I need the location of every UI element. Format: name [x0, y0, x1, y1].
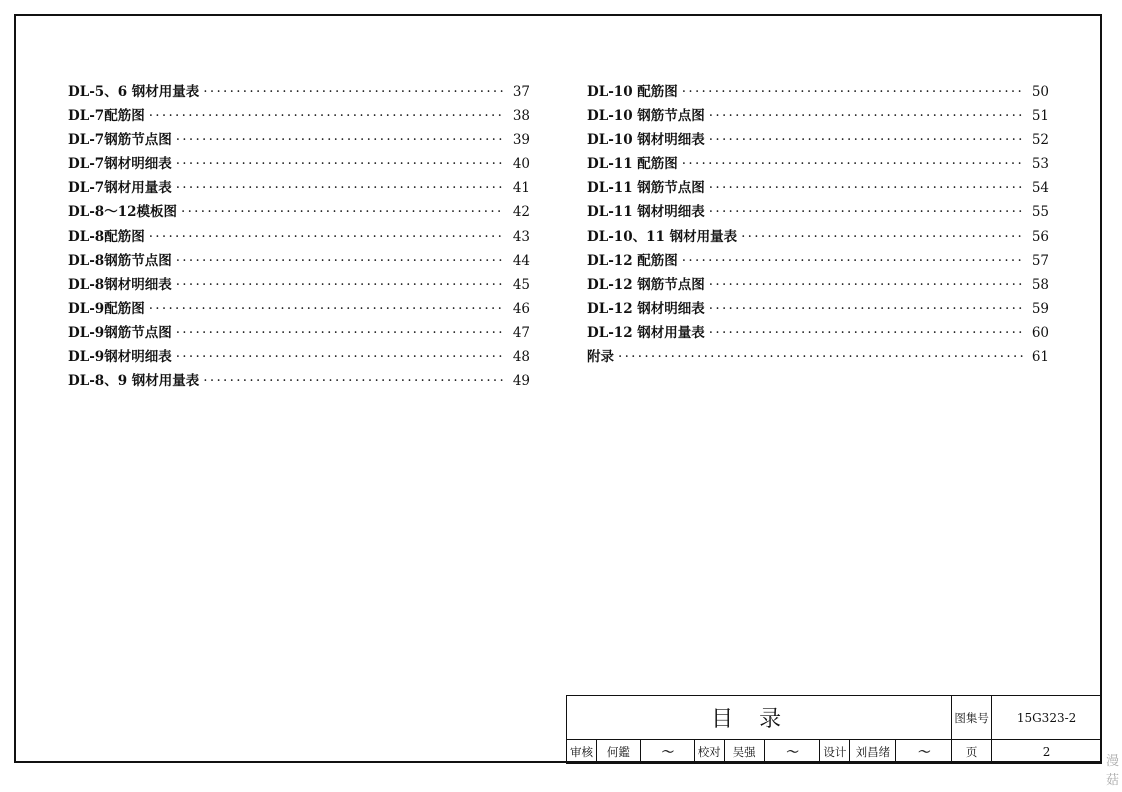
toc-entry-title: DL-7钢筋节点图 [68, 132, 172, 149]
check-label: 校对 [694, 740, 724, 764]
toc-dot-leader [149, 225, 504, 249]
toc-dot-leader [709, 297, 1023, 321]
toc-entry-title: DL-10 配筋图 [587, 84, 678, 100]
toc-dot-leader [709, 273, 1023, 297]
toc-entry-page: 55 [1031, 204, 1049, 221]
toc-entry-page: 39 [512, 132, 530, 149]
toc-entry[interactable] [68, 176, 530, 200]
toc-entry-title: DL-5、6 钢材用量表 [68, 84, 200, 100]
toc-dot-leader [682, 152, 1023, 176]
toc-dot-leader [618, 345, 1023, 369]
toc-entry[interactable] [587, 225, 1049, 249]
toc-entry-page: 54 [1031, 180, 1049, 197]
toc-entry-page: 42 [512, 204, 530, 221]
toc-entry-page: 53 [1031, 156, 1049, 173]
toc-entry[interactable] [587, 345, 1049, 369]
toc-entry[interactable] [587, 80, 1049, 104]
toc-entry-title: DL-12 钢材明细表 [587, 300, 705, 317]
toc-entry-page: 44 [512, 252, 530, 269]
toc-entry[interactable] [587, 249, 1049, 273]
toc-dot-leader [203, 80, 504, 104]
toc-entry[interactable] [587, 176, 1049, 200]
toc-entry-page: 50 [1031, 84, 1049, 100]
toc-right-column [587, 80, 1049, 369]
toc-entry-title: 附录 [587, 349, 614, 366]
checker-name: 吴强 [724, 740, 764, 764]
watermark-text: 漫菇 [1106, 754, 1120, 788]
toc-entry-title: DL-11 钢筋节点图 [587, 180, 705, 197]
toc-entry-title: DL-9配筋图 [68, 300, 145, 317]
toc-dot-leader [176, 152, 504, 176]
toc-entry-page: 60 [1031, 324, 1049, 341]
toc-dot-leader [709, 176, 1023, 200]
toc-entry-title: DL-10、11 钢材用量表 [587, 228, 738, 245]
toc-dot-leader [709, 128, 1023, 152]
toc-entry-page: 40 [512, 156, 530, 173]
toc-entry[interactable] [68, 152, 530, 176]
toc-entry-page: 61 [1031, 349, 1049, 366]
atlas-number-label: 图集号 [952, 696, 992, 740]
toc-entry-title: DL-8配筋图 [68, 228, 145, 245]
toc-entry-page: 47 [512, 324, 530, 341]
design-label: 设计 [820, 740, 850, 764]
page-label: 页 [952, 740, 992, 764]
title-block [566, 695, 1102, 764]
toc-entry-page: 43 [512, 228, 530, 245]
toc-entry[interactable] [587, 152, 1049, 176]
toc-entry[interactable] [68, 200, 530, 224]
toc-entry-title: DL-8～12模板图 [68, 204, 177, 221]
toc-entry[interactable] [587, 104, 1049, 128]
toc-entry-title: DL-12 钢材用量表 [587, 324, 705, 341]
toc-dot-leader [709, 200, 1023, 224]
toc-dot-leader [203, 369, 504, 393]
reviewer-signature: 〜 [640, 740, 694, 764]
toc-entry[interactable] [587, 200, 1049, 224]
toc-entry-page: 38 [512, 108, 530, 125]
toc-entry-page: 37 [512, 84, 530, 100]
toc-entry-title: DL-7钢材明细表 [68, 156, 172, 173]
toc-entry-page: 51 [1031, 108, 1049, 125]
toc-entry-page: 59 [1031, 300, 1049, 317]
toc-entry[interactable] [68, 225, 530, 249]
atlas-number: 15G323-2 [992, 696, 1102, 740]
toc-entry-title: DL-7钢材用量表 [68, 180, 172, 197]
toc-entry-page: 58 [1031, 276, 1049, 293]
toc-entry[interactable] [587, 297, 1049, 321]
toc-entry[interactable] [68, 321, 530, 345]
toc-dot-leader [682, 249, 1023, 273]
toc-entry-page: 45 [512, 276, 530, 293]
toc-dot-leader [181, 200, 504, 224]
toc-entry[interactable] [587, 128, 1049, 152]
toc-left-column [68, 80, 530, 393]
toc-entry[interactable] [68, 369, 530, 393]
toc-entry[interactable] [587, 321, 1049, 345]
designer-name: 刘昌绪 [850, 740, 896, 764]
toc-entry-title: DL-12 钢筋节点图 [587, 276, 705, 293]
toc-entry[interactable] [587, 273, 1049, 297]
toc-dot-leader [682, 80, 1023, 104]
toc-entry[interactable] [68, 297, 530, 321]
toc-entry-title: DL-9钢筋节点图 [68, 324, 172, 341]
toc-entry[interactable] [68, 104, 530, 128]
toc-entry-title: DL-10 钢材明细表 [587, 132, 705, 149]
toc-entry-page: 57 [1031, 252, 1049, 269]
page-title: 目录 [567, 696, 952, 740]
toc-entry[interactable] [68, 345, 530, 369]
page-number: 2 [992, 740, 1102, 764]
toc-entry-title: DL-9钢材明细表 [68, 349, 172, 366]
designer-signature: 〜 [896, 740, 952, 764]
toc-entry[interactable] [68, 80, 530, 104]
checker-signature: 〜 [764, 740, 820, 764]
toc-dot-leader [176, 321, 504, 345]
toc-dot-leader [176, 273, 504, 297]
toc-entry-title: DL-11 钢材明细表 [587, 204, 705, 221]
toc-entry-page: 52 [1031, 132, 1049, 149]
toc-dot-leader [176, 176, 504, 200]
review-label: 审核 [567, 740, 597, 764]
toc-entry[interactable] [68, 273, 530, 297]
toc-dot-leader [176, 249, 504, 273]
reviewer-name: 何鑑 [596, 740, 640, 764]
toc-entry[interactable] [68, 128, 530, 152]
toc-dot-leader [709, 104, 1023, 128]
toc-dot-leader [741, 225, 1023, 249]
toc-entry-title: DL-11 配筋图 [587, 156, 678, 173]
toc-dot-leader [176, 128, 504, 152]
toc-entry-title: DL-8、9 钢材用量表 [68, 373, 200, 390]
toc-entry-page: 49 [512, 373, 530, 390]
toc-entry-page: 41 [512, 180, 530, 197]
toc-entry-title: DL-8钢材明细表 [68, 276, 172, 293]
toc-dot-leader [176, 345, 504, 369]
toc-entry-page: 46 [512, 300, 530, 317]
toc-dot-leader [149, 297, 504, 321]
toc-entry-title: DL-8钢筋节点图 [68, 252, 172, 269]
toc-entry-title: DL-10 钢筋节点图 [587, 108, 705, 125]
toc-entry-title: DL-12 配筋图 [587, 252, 678, 269]
toc-entry[interactable] [68, 249, 530, 273]
toc-entry-title: DL-7配筋图 [68, 108, 145, 125]
toc-entry-page: 48 [512, 349, 530, 366]
toc-dot-leader [709, 321, 1023, 345]
toc-entry-page: 56 [1031, 228, 1049, 245]
toc-dot-leader [149, 104, 504, 128]
